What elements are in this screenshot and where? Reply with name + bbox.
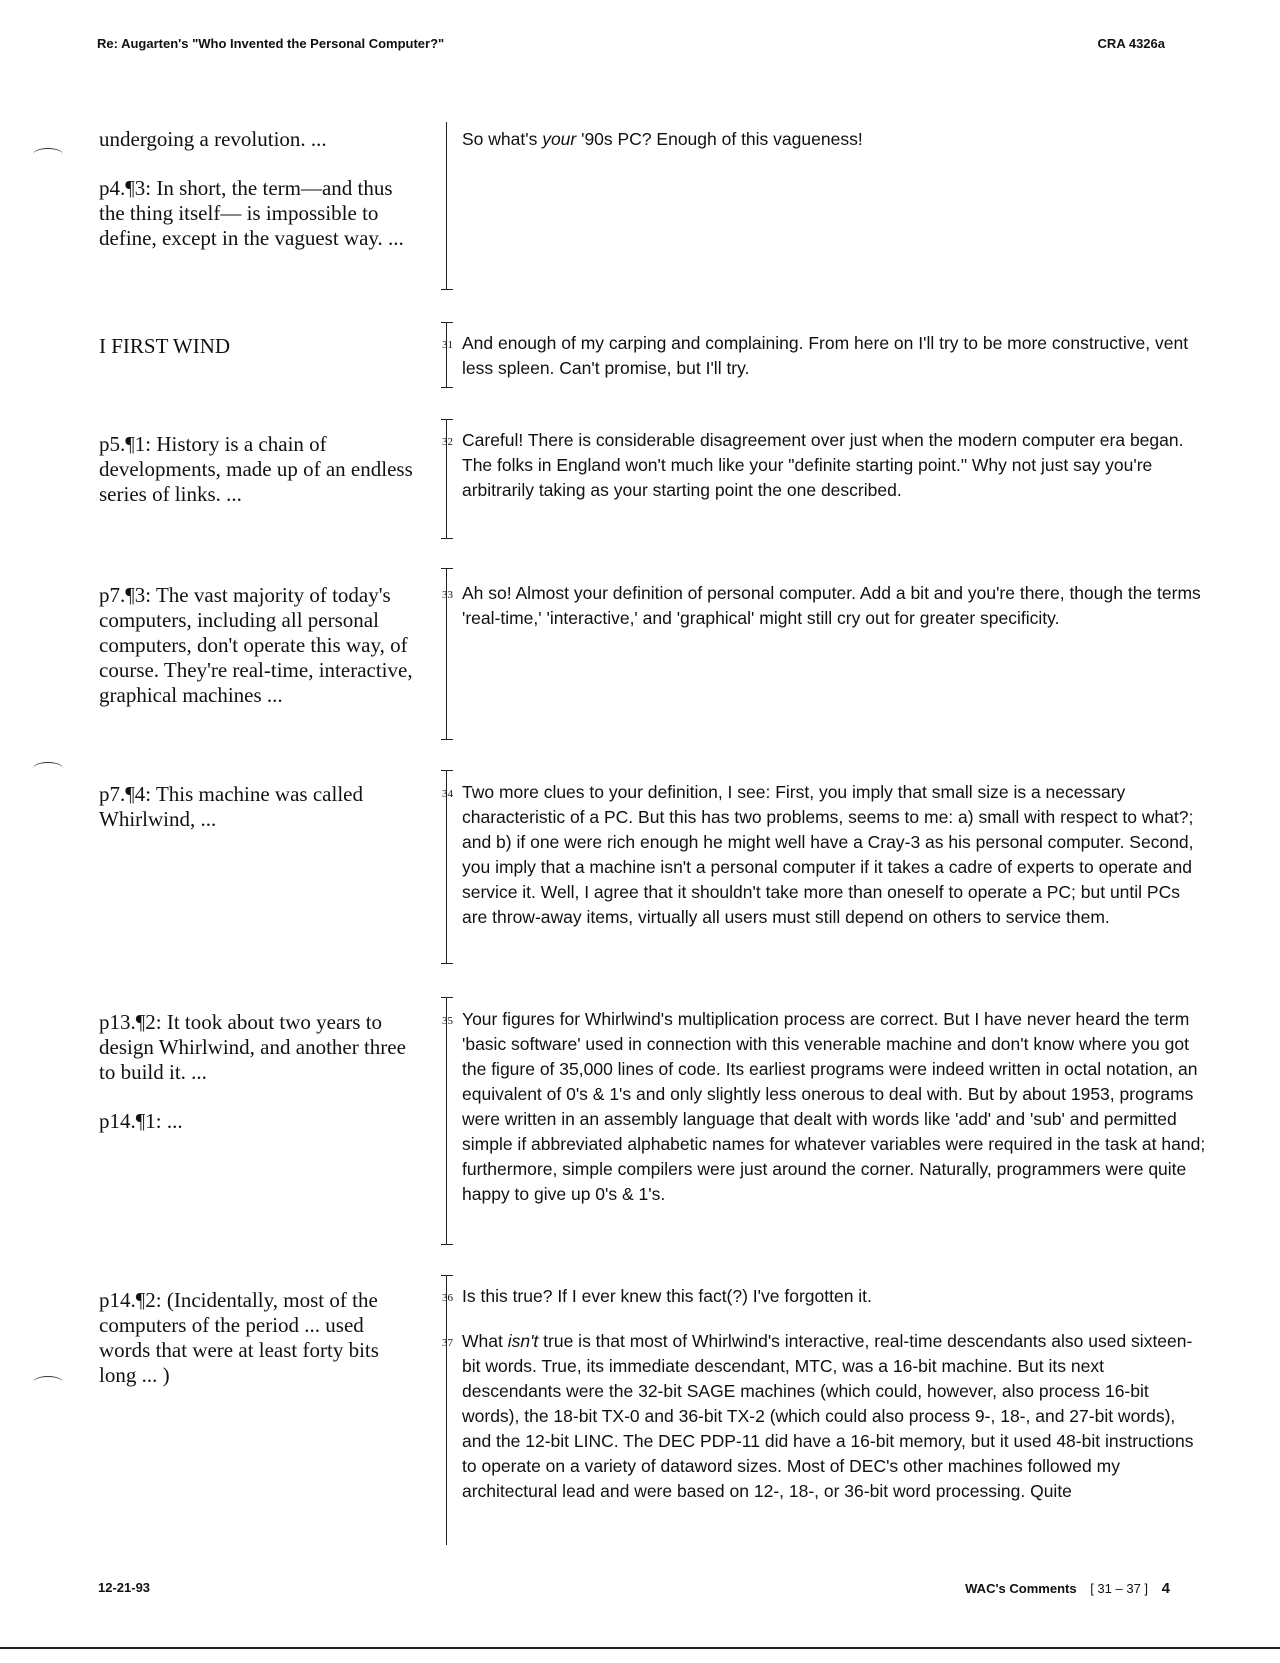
quote-block <box>99 432 419 531</box>
comment <box>442 581 1207 631</box>
quote-text: p14.¶1: ... <box>99 1109 183 1133</box>
comment-text: So what's your '90s PC? Enough of this vagueness! <box>462 129 863 149</box>
comment <box>442 428 1207 503</box>
comment-number: 34 <box>442 788 453 800</box>
section-heading: I FIRST WIND <box>99 334 231 358</box>
comment-text: Is this true? If I ever knew this fact(?) I've forgotten it. <box>462 1286 872 1306</box>
comment-bracket <box>441 997 453 1245</box>
comment <box>462 127 1207 152</box>
comment-text: Two more clues to your definition, I see: First, you imply that small size is a necessary characteristic of a PC. But this has two problems, seems to me: a) small with respect to what?; and b) if one were rich enough he might well have a Cray-3 as his personal computer. Second, you imply that a machine isn't a personal computer if it takes a cadre of experts to operate and service it. Well, I agree that it shouldn't take more than oneself to operate a PC; but until PCs are throw-away items, virtually all users must still depend on others to service them. <box>462 782 1194 927</box>
comment-text: And enough of my carping and complaining. From here on I'll try to be more constructive, vent less spleen. Can't promise, but I'll try. <box>462 333 1189 378</box>
margin-mark <box>33 762 63 775</box>
quote-block <box>99 1010 419 1158</box>
comment <box>442 780 1207 930</box>
comment-block <box>462 127 1207 172</box>
comment-text: Your figures for Whirlwind's multiplication process are correct. But I have never heard the term 'basic software' used in connection with this venerable machine and don't know where you got the figure of 35,000 lines of code. Its earliest programs were indeed written in octal notation, an equivalent of 0's & 1's and only slightly less onerous to deal with. But by about 1953, programs were written in an assembly language that dealt with words like 'add' and 'sub' and permitted simple if abbreviated alphabetic names for whatever variables were required in the task at hand; furthermore, simple compilers were just around the corner. Naturally, programmers were quite happy to give up 0's & 1's. <box>462 1009 1206 1204</box>
comment-number: 35 <box>442 1015 453 1027</box>
footer-label-group <box>965 1580 1170 1597</box>
quote-block <box>99 127 419 275</box>
comment-text: What isn't true is that most of Whirlwind's interactive, real-time descendants also used sixteen-bit words. True, its immediate descendant, MTC, was a 16-bit machine. But its next descendants were the 32-bit SAGE machines (which could, however, also process 16-bit words), the 18-bit TX-0 and 36-bit TX-2 (which could also process 9-, 18-, and 27-bit words), and the 12-bit LINC. The DEC PDP-11 did have a 16-bit memory, but it used 48-bit instructions to operate on a variety of dataword sizes. Most of DEC's other machines followed my architectural lead and were based on 12-, 18-, or 36-bit word processing. Quite <box>462 1331 1194 1501</box>
page-number: 4 <box>1161 1580 1170 1597</box>
margin-mark <box>33 1376 63 1389</box>
comment-block <box>442 331 1207 401</box>
footer-label: WAC's Comments <box>965 1581 1077 1596</box>
comment-number: 36 <box>442 1292 453 1304</box>
quote-text: p7.¶4: This machine was called Whirlwind, ... <box>99 782 363 831</box>
comment <box>442 1284 1207 1309</box>
comment-number: 32 <box>442 436 453 448</box>
document-header-title: Re: Augarten's "Who Invented the Personal Computer?" <box>97 36 445 51</box>
quote-block <box>99 1288 419 1412</box>
comment-number: 33 <box>442 589 453 601</box>
quote-text: undergoing a revolution. ... <box>99 127 327 151</box>
quote-text: p13.¶2: It took about two years to design Whirlwind, and another three to build it. ... <box>99 1010 406 1084</box>
comment <box>442 331 1207 381</box>
quote-text: p5.¶1: History is a chain of developments, made up of an endless series of links. ... <box>99 432 413 506</box>
comment-text: Careful! There is considerable disagreement over just when the modern computer era began. The folks in England won't much like your "definite starting point." Why not just say you're arbitrarily taking as your starting point the one described. <box>462 430 1184 500</box>
comment <box>442 1329 1207 1504</box>
comment-text: Ah so! Almost your definition of personal computer. Add a bit and you're there, though the terms 'real-time,' 'interactive,' and 'graphical' might still cry out for greater specificity. <box>462 583 1201 628</box>
quote-block <box>99 583 419 732</box>
footer-range: [ 31 – 37 ] <box>1090 1581 1149 1596</box>
margin-mark <box>33 148 63 161</box>
comment-block <box>442 1284 1207 1524</box>
comment <box>442 1007 1207 1207</box>
comment-number: 31 <box>442 339 453 351</box>
quote-text: p7.¶3: The vast majority of today's computers, including all personal computers, don't operate this way, of course. They're real-time, interactive, graphical machines ... <box>99 583 413 707</box>
quote-text: p4.¶3: In short, the term—and thus the thing itself— is impossible to define, except in the vaguest way. ... <box>99 176 404 250</box>
comment-block <box>442 1007 1207 1227</box>
quote-block <box>99 334 419 383</box>
comment-number: 37 <box>442 1337 453 1349</box>
comment-block <box>442 780 1207 950</box>
document-id: CRA 4326a <box>1097 36 1165 51</box>
comment-block <box>442 581 1207 651</box>
quote-text: p14.¶2: (Incidentally, most of the computers of the period ... used words that were at least forty bits long ... ) <box>99 1288 379 1387</box>
footer-date: 12-21-93 <box>98 1580 151 1595</box>
comment-bracket <box>441 122 453 290</box>
comment-block <box>442 428 1207 523</box>
bottom-rule <box>0 1647 1280 1649</box>
comment-bracket <box>441 1275 453 1545</box>
quote-block <box>99 782 419 856</box>
